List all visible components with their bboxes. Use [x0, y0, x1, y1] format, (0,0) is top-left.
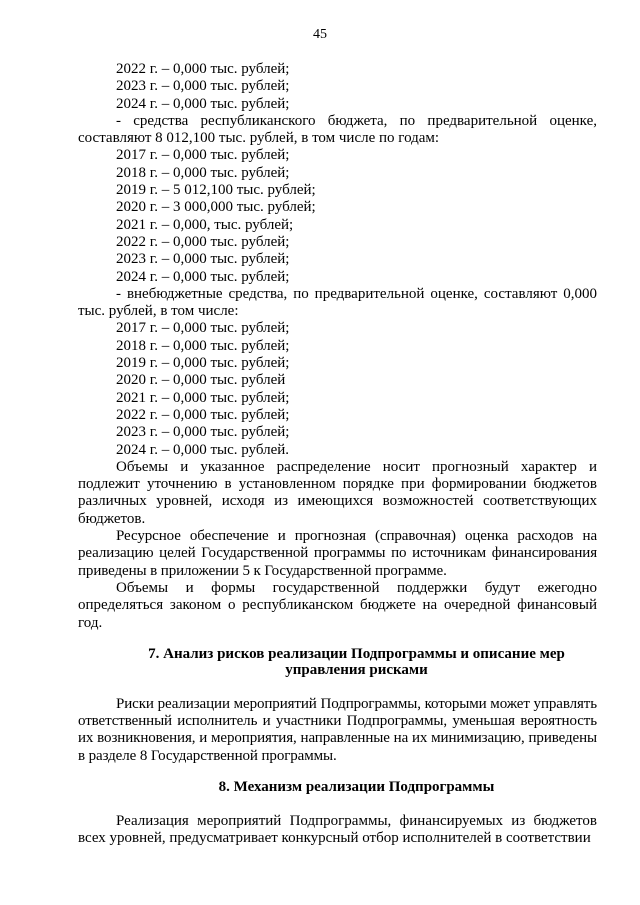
state-support-paragraph: Объемы и формы государственной поддержки будут ежегодно определяться законом о республиканском бюджете на очередной финансовый год.: [78, 579, 597, 631]
year-line: 2019 г. – 5 012,100 тыс. рублей;: [116, 182, 316, 199]
spacer: [78, 678, 597, 696]
volumes-paragraph: Объемы и указанное распределение носит прогнозный характер и подлежит уточнению в установленном порядке при формировании бюджетов различных уровней, исходя из имеющихся возможностей соответствующих бюджетов.: [78, 458, 597, 527]
year-line: 2023 г. – 0,000 тыс. рублей;: [116, 78, 290, 95]
spacer: [78, 632, 597, 646]
year-line: 2022 г. – 0,000 тыс. рублей;: [116, 61, 290, 77]
page-number: 45: [313, 27, 327, 42]
year-line: 2022 г. – 0,000 тыс. рублей;: [116, 406, 290, 423]
year-line: 2018 г. – 0,000 тыс. рублей;: [116, 337, 290, 354]
year-line: 2021 г. – 0,000 тыс. рублей;: [116, 389, 290, 406]
year-line: 2023 г. – 0,000 тыс. рублей;: [116, 424, 290, 441]
year-list-republic: [78, 147, 597, 285]
section-8-heading: 8. Механизм реализации Подпрограммы: [218, 778, 495, 795]
section-7-heading: 7. Анализ рисков реализации Подпрограммы и описание мер управления рисками: [148, 645, 565, 678]
year-line: 2017 г. – 0,000 тыс. рублей;: [116, 147, 290, 164]
year-list-extra-budget: [78, 320, 597, 458]
extra-budget-paragraph: - внебюджетные средства, по предварительной оценке, составляют 0,000 тыс. рублей, в том числе:: [78, 285, 597, 320]
year-list-local: [78, 61, 597, 113]
page-content: [78, 61, 597, 848]
year-line: 2024 г. – 0,000 тыс. рублей.: [116, 441, 290, 458]
year-line: 2024 г. – 0,000 тыс. рублей;: [116, 95, 290, 112]
year-line: 2023 г. – 0,000 тыс. рублей;: [116, 251, 290, 268]
spacer: [78, 795, 597, 813]
year-line: 2024 г. – 0,000 тыс. рублей;: [116, 268, 290, 285]
year-line: 2020 г. – 0,000 тыс. рублей: [116, 372, 286, 389]
resources-paragraph: Ресурсное обеспечение и прогнозная (справочная) оценка расходов на реализацию целей Государственной программы по источникам финансирования приведены в приложении 5 к Государственной программе.: [78, 528, 597, 579]
risks-paragraph: Риски реализации мероприятий Подпрограммы, которыми может управлять ответственный исполнитель и участники Подпрограммы, уменьшая вероятность их возникновения, и мероприятия, направленные на их минимизацию, приведены в разделе 8 Государственной программы.: [78, 695, 597, 764]
year-line: 2021 г. – 0,000, тыс. рублей;: [116, 216, 294, 233]
year-line: 2022 г. – 0,000 тыс. рублей;: [116, 233, 290, 250]
republic-budget-paragraph: - средства республиканского бюджета, по предварительной оценке, составляют 8 012,100 тыс. рублей, в том числе по годам:: [78, 112, 597, 147]
year-line: 2018 г. – 0,000 тыс. рублей;: [116, 164, 290, 181]
year-line: 2020 г. – 3 000,000 тыс. рублей;: [116, 199, 316, 216]
year-line: 2017 г. – 0,000 тыс. рублей;: [116, 320, 290, 337]
year-line: 2019 г. – 0,000 тыс. рублей;: [116, 355, 290, 372]
spacer: [78, 765, 597, 779]
mechanism-paragraph: Реализация мероприятий Подпрограммы, финансируемых из бюджетов всех уровней, предусматривает конкурсный отбор исполнителей в соответствии: [78, 812, 597, 847]
